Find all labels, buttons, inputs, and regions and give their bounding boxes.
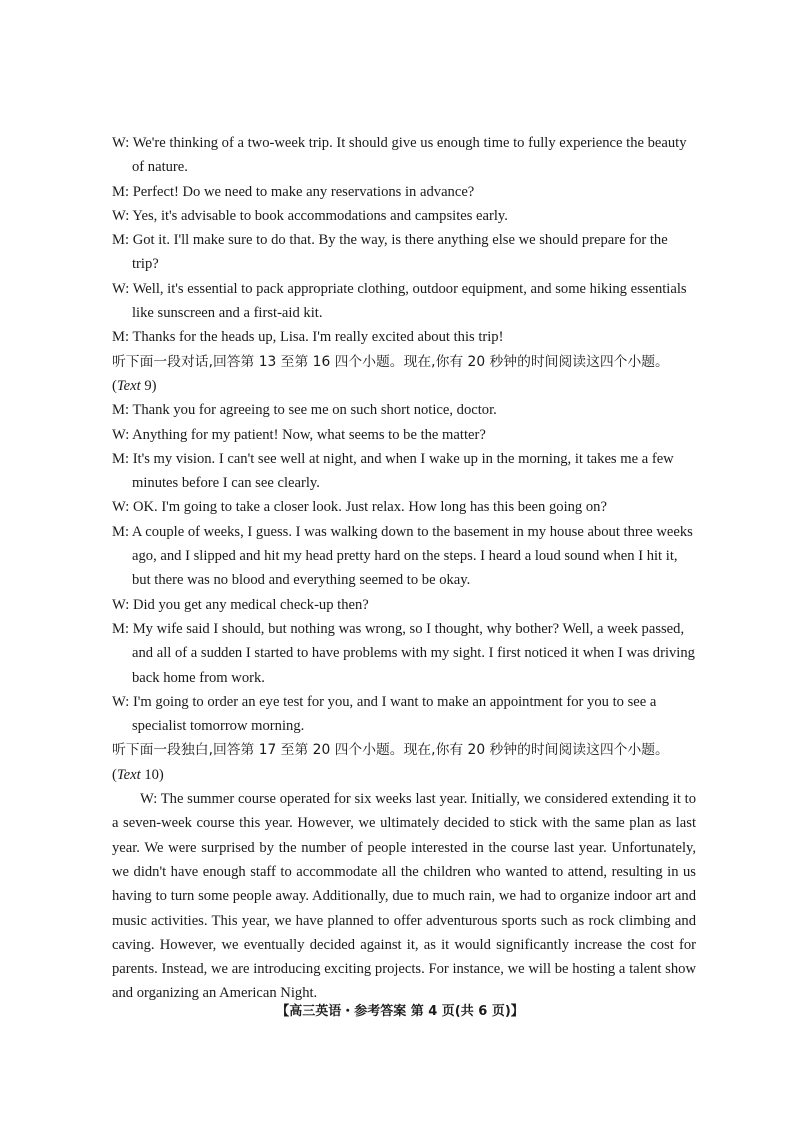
dialogue-line: W: Well, it's essential to pack appropriate clothing, outdoor equipment, and some hiking essentials like sunscreen and a first-aid kit. <box>112 280 687 322</box>
instruction-text: 听下面一段对话,回答第 13 至第 16 四个小题。现在,你有 20 秒钟的时间阅读这四个小题。 <box>112 353 669 370</box>
answer-key-content <box>112 131 696 1006</box>
dialogue-line: W: Anything for my patient! Now, what seems to be the matter? <box>112 426 486 443</box>
monologue-paragraph: W: The summer course operated for six weeks last year. Initially, we considered extending it to a seven-week course this year. However, we ultimately decided to stick with the same plan as last year. We were surprised by the number of people interested in the course last year. Unfortunately, we didn't have enough staff to accommodate all the children who wanted to attend, resulting in us having to turn some people away. Additionally, due to much rain, we had to organize indoor art and music activities. This year, we have planned to offer adventurous sports such as rock climbing and caving. However, we eventually decided against it, as it would significantly increase the cost for parents. Instead, we are introducing exciting projects. For instance, we will be hosting a talent show and organizing an American Night. <box>112 791 696 1002</box>
dialogue-line: M: Thank you for agreeing to see me on such short notice, doctor. <box>112 402 497 419</box>
page-footer: 【高三英语・参考答案 第 4 页(共 6 页)】 <box>276 1004 524 1019</box>
text-10-label: (Text 10) <box>112 766 164 783</box>
dialogue-line: W: Yes, it's advisable to book accommodations and campsites early. <box>112 207 508 224</box>
dialogue-line: M: Thanks for the heads up, Lisa. I'm really excited about this trip! <box>112 329 504 346</box>
dialogue-line: W: We're thinking of a two-week trip. It should give us enough time to fully experience the beauty of nature. <box>112 135 687 176</box>
dialogue-line: M: Got it. I'll make sure to do that. By the way, is there anything else we should prepare for the trip? <box>112 232 668 273</box>
dialogue-line: W: OK. I'm going to take a closer look. Just relax. How long has this been going on? <box>112 499 607 516</box>
dialogue-line: W: Did you get any medical check-up then? <box>112 596 369 613</box>
dialogue-line: M: Perfect! Do we need to make any reservations in advance? <box>112 183 475 200</box>
dialogue-line: M: My wife said I should, but nothing was wrong, so I thought, why bother? Well, a week passed, and all of a sudden I started to have problems with my sight. I first noticed it when I was driving back home from work. <box>112 620 695 686</box>
dialogue-line: W: I'm going to order an eye test for you, and I want to make an appointment for you to see a specialist tomorrow morning. <box>112 693 657 735</box>
instruction-text: 听下面一段独白,回答第 17 至第 20 四个小题。现在,你有 20 秒钟的时间阅读这四个小题。 <box>112 742 669 759</box>
dialogue-line: M: It's my vision. I can't see well at night, and when I wake up in the morning, it takes me a few minutes before I can see clearly. <box>112 450 674 492</box>
dialogue-line: M: A couple of weeks, I guess. I was walking down to the basement in my house about three weeks ago, and I slipped and hit my head pretty hard on the steps. I heard a loud sound when I hit it, but there was no blood and everything seemed to be okay. <box>112 523 693 589</box>
text-9-label: (Text 9) <box>112 377 157 394</box>
